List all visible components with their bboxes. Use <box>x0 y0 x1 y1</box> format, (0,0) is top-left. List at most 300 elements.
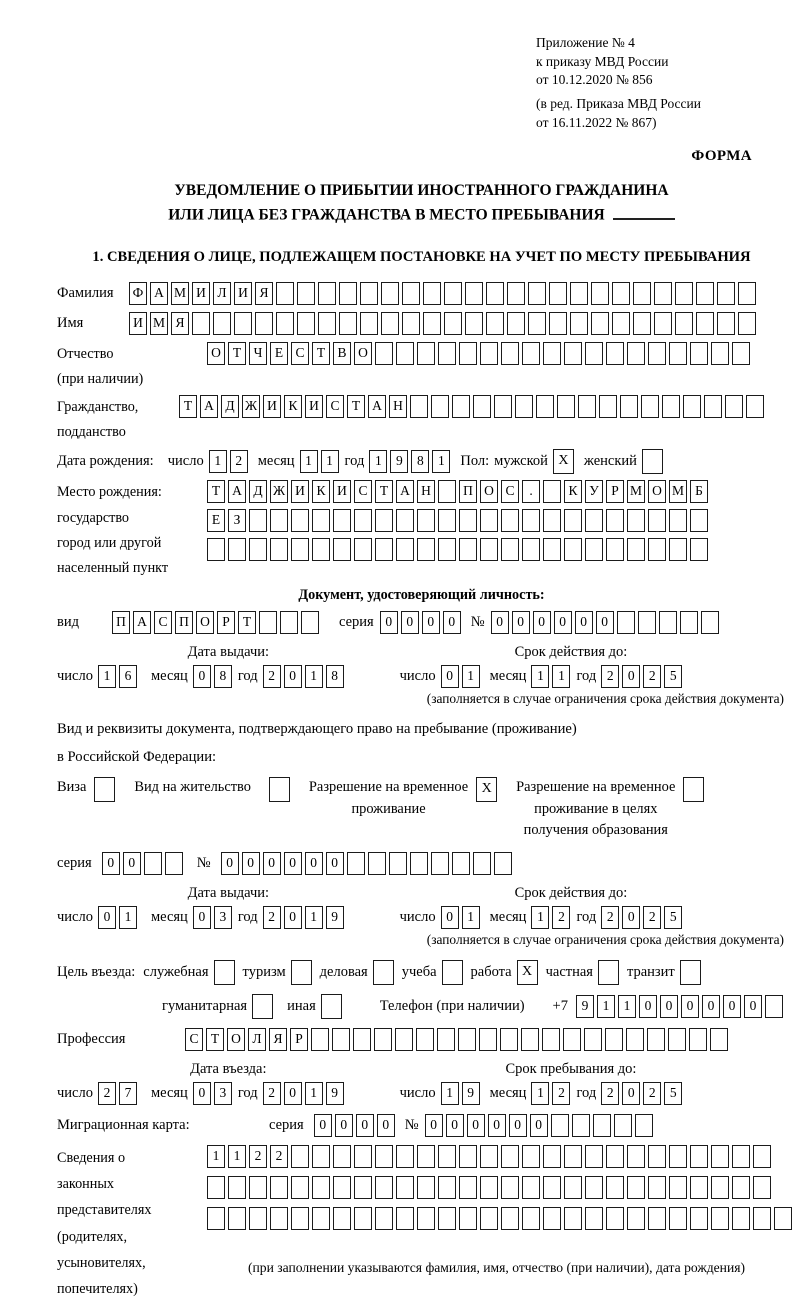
char-box[interactable] <box>648 1145 666 1168</box>
char-box[interactable]: 9 <box>326 906 344 929</box>
char-box[interactable] <box>689 1028 707 1051</box>
char-box[interactable]: . <box>522 480 540 503</box>
char-box[interactable]: 2 <box>643 906 661 929</box>
char-box[interactable]: 2 <box>270 1145 288 1168</box>
char-box[interactable] <box>641 395 659 418</box>
char-box[interactable]: 5 <box>664 665 682 688</box>
sex-female-checkbox[interactable] <box>642 449 663 474</box>
char-box[interactable] <box>507 312 525 335</box>
char-box[interactable] <box>452 395 470 418</box>
char-box[interactable] <box>711 1145 729 1168</box>
char-box[interactable] <box>459 1176 477 1199</box>
char-box[interactable] <box>360 312 378 335</box>
char-box[interactable] <box>606 1207 624 1230</box>
char-box[interactable]: 0 <box>284 1082 302 1105</box>
official-checkbox[interactable] <box>214 960 235 985</box>
char-box[interactable] <box>417 1207 435 1230</box>
char-box[interactable]: Т <box>312 342 330 365</box>
char-box[interactable]: 1 <box>597 995 615 1018</box>
char-box[interactable]: 1 <box>305 906 323 929</box>
char-box[interactable] <box>375 509 393 532</box>
sex-male-checkbox[interactable]: X <box>553 449 574 474</box>
char-box[interactable] <box>431 395 449 418</box>
char-box[interactable] <box>765 995 783 1018</box>
char-box[interactable] <box>753 1176 771 1199</box>
char-box[interactable] <box>564 1145 582 1168</box>
char-box[interactable]: 1 <box>531 1082 549 1105</box>
char-box[interactable] <box>259 611 277 634</box>
char-box[interactable] <box>591 282 609 305</box>
char-box[interactable]: Ж <box>242 395 260 418</box>
char-box[interactable] <box>165 852 183 875</box>
char-box[interactable] <box>522 342 540 365</box>
char-box[interactable]: 0 <box>441 665 459 688</box>
char-box[interactable]: Я <box>171 312 189 335</box>
char-box[interactable]: 1 <box>228 1145 246 1168</box>
char-box[interactable] <box>647 1028 665 1051</box>
char-box[interactable]: 2 <box>601 906 619 929</box>
char-box[interactable]: 0 <box>443 611 461 634</box>
char-box[interactable] <box>416 1028 434 1051</box>
char-box[interactable] <box>638 611 656 634</box>
char-box[interactable] <box>437 1028 455 1051</box>
humanitarian-checkbox[interactable] <box>252 994 273 1019</box>
char-box[interactable] <box>291 1207 309 1230</box>
char-box[interactable] <box>347 852 365 875</box>
char-box[interactable] <box>501 1145 519 1168</box>
char-box[interactable]: Т <box>347 395 365 418</box>
char-box[interactable] <box>332 1028 350 1051</box>
char-box[interactable] <box>360 282 378 305</box>
char-box[interactable] <box>543 538 561 561</box>
char-box[interactable]: Л <box>213 282 231 305</box>
char-box[interactable] <box>551 1114 569 1137</box>
char-box[interactable]: С <box>154 611 172 634</box>
char-box[interactable] <box>396 509 414 532</box>
char-box[interactable]: 0 <box>221 852 239 875</box>
char-box[interactable]: О <box>227 1028 245 1051</box>
char-box[interactable] <box>410 395 428 418</box>
char-box[interactable]: 0 <box>723 995 741 1018</box>
char-box[interactable] <box>354 1176 372 1199</box>
char-box[interactable]: 0 <box>639 995 657 1018</box>
char-box[interactable] <box>438 1145 456 1168</box>
char-box[interactable]: Т <box>228 342 246 365</box>
char-box[interactable] <box>438 480 456 503</box>
char-box[interactable]: 9 <box>462 1082 480 1105</box>
char-box[interactable] <box>291 509 309 532</box>
char-box[interactable]: 0 <box>622 665 640 688</box>
char-box[interactable]: М <box>150 312 168 335</box>
char-box[interactable]: О <box>354 342 372 365</box>
char-box[interactable]: А <box>396 480 414 503</box>
char-box[interactable]: С <box>185 1028 203 1051</box>
char-box[interactable]: 0 <box>530 1114 548 1137</box>
char-box[interactable]: 0 <box>193 665 211 688</box>
char-box[interactable]: В <box>333 342 351 365</box>
char-box[interactable]: 0 <box>123 852 141 875</box>
work-checkbox[interactable]: X <box>517 960 538 985</box>
char-box[interactable] <box>711 1176 729 1199</box>
char-box[interactable] <box>732 1176 750 1199</box>
char-box[interactable] <box>557 395 575 418</box>
char-box[interactable] <box>339 312 357 335</box>
char-box[interactable] <box>627 1207 645 1230</box>
char-box[interactable] <box>710 1028 728 1051</box>
char-box[interactable] <box>402 282 420 305</box>
char-box[interactable] <box>675 312 693 335</box>
char-box[interactable] <box>417 509 435 532</box>
char-box[interactable]: 2 <box>601 1082 619 1105</box>
char-box[interactable] <box>270 538 288 561</box>
char-box[interactable] <box>417 538 435 561</box>
char-box[interactable]: И <box>333 480 351 503</box>
char-box[interactable] <box>318 312 336 335</box>
char-box[interactable]: Я <box>269 1028 287 1051</box>
char-box[interactable] <box>606 509 624 532</box>
char-box[interactable] <box>396 538 414 561</box>
char-box[interactable] <box>585 1176 603 1199</box>
char-box[interactable]: А <box>200 395 218 418</box>
char-box[interactable] <box>696 312 714 335</box>
char-box[interactable] <box>753 1207 771 1230</box>
char-box[interactable]: 0 <box>98 906 116 929</box>
char-box[interactable]: Б <box>690 480 708 503</box>
char-box[interactable]: Л <box>248 1028 266 1051</box>
char-box[interactable]: У <box>585 480 603 503</box>
char-box[interactable]: 1 <box>209 450 227 473</box>
char-box[interactable]: 0 <box>422 611 440 634</box>
char-box[interactable] <box>396 1176 414 1199</box>
char-box[interactable] <box>668 1028 686 1051</box>
char-box[interactable] <box>690 538 708 561</box>
char-box[interactable] <box>396 1207 414 1230</box>
char-box[interactable]: 0 <box>622 1082 640 1105</box>
char-box[interactable] <box>486 282 504 305</box>
char-box[interactable] <box>459 538 477 561</box>
char-box[interactable] <box>333 509 351 532</box>
char-box[interactable]: 2 <box>552 1082 570 1105</box>
char-box[interactable] <box>690 342 708 365</box>
char-box[interactable] <box>480 538 498 561</box>
char-box[interactable] <box>312 1176 330 1199</box>
char-box[interactable]: 1 <box>618 995 636 1018</box>
char-box[interactable]: 1 <box>441 1082 459 1105</box>
char-box[interactable]: Т <box>238 611 256 634</box>
char-box[interactable] <box>458 1028 476 1051</box>
char-box[interactable]: 1 <box>462 906 480 929</box>
char-box[interactable]: 0 <box>335 1114 353 1137</box>
char-box[interactable] <box>234 312 252 335</box>
char-box[interactable] <box>501 1176 519 1199</box>
char-box[interactable] <box>311 1028 329 1051</box>
char-box[interactable]: 1 <box>300 450 318 473</box>
char-box[interactable] <box>501 509 519 532</box>
char-box[interactable]: 0 <box>284 665 302 688</box>
char-box[interactable] <box>612 282 630 305</box>
char-box[interactable]: 2 <box>249 1145 267 1168</box>
char-box[interactable]: Т <box>207 480 225 503</box>
char-box[interactable] <box>444 312 462 335</box>
char-box[interactable] <box>522 1145 540 1168</box>
char-box[interactable] <box>732 342 750 365</box>
char-box[interactable] <box>395 1028 413 1051</box>
char-box[interactable] <box>494 395 512 418</box>
char-box[interactable] <box>662 395 680 418</box>
char-box[interactable] <box>584 1028 602 1051</box>
char-box[interactable] <box>333 1207 351 1230</box>
char-box[interactable] <box>614 1114 632 1137</box>
char-box[interactable] <box>354 1207 372 1230</box>
char-box[interactable] <box>543 509 561 532</box>
char-box[interactable]: 2 <box>263 1082 281 1105</box>
char-box[interactable]: 3 <box>214 906 232 929</box>
char-box[interactable] <box>480 342 498 365</box>
char-box[interactable] <box>417 342 435 365</box>
char-box[interactable] <box>291 1145 309 1168</box>
char-box[interactable]: 0 <box>193 906 211 929</box>
char-box[interactable]: 2 <box>643 1082 661 1105</box>
char-box[interactable]: 2 <box>263 665 281 688</box>
char-box[interactable] <box>633 282 651 305</box>
char-box[interactable] <box>207 1176 225 1199</box>
temp-residence-checkbox[interactable]: X <box>476 777 497 802</box>
char-box[interactable] <box>270 1176 288 1199</box>
char-box[interactable]: 2 <box>552 906 570 929</box>
char-box[interactable]: 0 <box>512 611 530 634</box>
char-box[interactable] <box>375 342 393 365</box>
char-box[interactable] <box>465 312 483 335</box>
char-box[interactable] <box>402 312 420 335</box>
char-box[interactable] <box>635 1114 653 1137</box>
char-box[interactable]: И <box>291 480 309 503</box>
char-box[interactable] <box>333 1145 351 1168</box>
char-box[interactable]: 0 <box>441 906 459 929</box>
char-box[interactable] <box>144 852 162 875</box>
char-box[interactable]: 9 <box>576 995 594 1018</box>
char-box[interactable] <box>585 1207 603 1230</box>
char-box[interactable] <box>381 312 399 335</box>
char-box[interactable] <box>690 1176 708 1199</box>
char-box[interactable] <box>654 282 672 305</box>
char-box[interactable]: 0 <box>622 906 640 929</box>
char-box[interactable] <box>528 312 546 335</box>
char-box[interactable] <box>626 1028 644 1051</box>
char-box[interactable]: 2 <box>230 450 248 473</box>
study-checkbox[interactable] <box>442 960 463 985</box>
char-box[interactable]: 0 <box>509 1114 527 1137</box>
char-box[interactable] <box>255 312 273 335</box>
char-box[interactable] <box>528 282 546 305</box>
char-box[interactable]: 0 <box>425 1114 443 1137</box>
char-box[interactable]: С <box>501 480 519 503</box>
char-box[interactable] <box>725 395 743 418</box>
char-box[interactable]: 1 <box>207 1145 225 1168</box>
char-box[interactable] <box>213 312 231 335</box>
char-box[interactable] <box>564 1176 582 1199</box>
char-box[interactable]: 8 <box>214 665 232 688</box>
char-box[interactable] <box>423 282 441 305</box>
char-box[interactable]: П <box>112 611 130 634</box>
char-box[interactable]: К <box>564 480 582 503</box>
char-box[interactable] <box>501 342 519 365</box>
char-box[interactable]: И <box>129 312 147 335</box>
char-box[interactable]: А <box>368 395 386 418</box>
tourism-checkbox[interactable] <box>291 960 312 985</box>
char-box[interactable]: 1 <box>531 665 549 688</box>
char-box[interactable] <box>606 342 624 365</box>
char-box[interactable] <box>717 282 735 305</box>
char-box[interactable] <box>459 342 477 365</box>
char-box[interactable]: А <box>133 611 151 634</box>
char-box[interactable]: 2 <box>98 1082 116 1105</box>
temp-residence-edu-checkbox[interactable] <box>683 777 704 802</box>
char-box[interactable]: Ф <box>129 282 147 305</box>
char-box[interactable]: 8 <box>411 450 429 473</box>
char-box[interactable]: 1 <box>321 450 339 473</box>
char-box[interactable]: Р <box>290 1028 308 1051</box>
char-box[interactable]: 1 <box>462 665 480 688</box>
char-box[interactable] <box>746 395 764 418</box>
char-box[interactable] <box>375 1145 393 1168</box>
char-box[interactable]: 0 <box>488 1114 506 1137</box>
char-box[interactable] <box>444 282 462 305</box>
char-box[interactable]: 5 <box>664 1082 682 1105</box>
char-box[interactable]: Е <box>270 342 288 365</box>
char-box[interactable]: 2 <box>263 906 281 929</box>
char-box[interactable]: И <box>263 395 281 418</box>
char-box[interactable] <box>270 509 288 532</box>
char-box[interactable] <box>480 509 498 532</box>
char-box[interactable] <box>396 1145 414 1168</box>
char-box[interactable]: 0 <box>401 611 419 634</box>
char-box[interactable]: 0 <box>702 995 720 1018</box>
char-box[interactable] <box>270 1207 288 1230</box>
char-box[interactable] <box>280 611 298 634</box>
char-box[interactable] <box>417 1145 435 1168</box>
char-box[interactable]: О <box>648 480 666 503</box>
char-box[interactable] <box>473 395 491 418</box>
char-box[interactable] <box>410 852 428 875</box>
char-box[interactable] <box>375 538 393 561</box>
char-box[interactable] <box>606 1145 624 1168</box>
char-box[interactable]: О <box>480 480 498 503</box>
char-box[interactable]: Т <box>375 480 393 503</box>
char-box[interactable] <box>228 1176 246 1199</box>
char-box[interactable]: 1 <box>531 906 549 929</box>
char-box[interactable]: С <box>326 395 344 418</box>
char-box[interactable] <box>572 1114 590 1137</box>
char-box[interactable] <box>570 312 588 335</box>
char-box[interactable] <box>354 538 372 561</box>
char-box[interactable] <box>675 282 693 305</box>
char-box[interactable]: М <box>627 480 645 503</box>
char-box[interactable] <box>564 538 582 561</box>
char-box[interactable]: 1 <box>552 665 570 688</box>
char-box[interactable] <box>339 282 357 305</box>
char-box[interactable] <box>396 342 414 365</box>
char-box[interactable] <box>228 1207 246 1230</box>
char-box[interactable] <box>570 282 588 305</box>
char-box[interactable]: Т <box>179 395 197 418</box>
char-box[interactable] <box>564 1207 582 1230</box>
char-box[interactable] <box>438 342 456 365</box>
char-box[interactable] <box>375 1207 393 1230</box>
private-checkbox[interactable] <box>598 960 619 985</box>
char-box[interactable] <box>606 1176 624 1199</box>
char-box[interactable] <box>563 1028 581 1051</box>
char-box[interactable]: М <box>171 282 189 305</box>
char-box[interactable]: Д <box>221 395 239 418</box>
char-box[interactable]: А <box>150 282 168 305</box>
char-box[interactable] <box>291 538 309 561</box>
char-box[interactable] <box>606 538 624 561</box>
char-box[interactable] <box>465 282 483 305</box>
char-box[interactable]: Т <box>206 1028 224 1051</box>
char-box[interactable] <box>459 509 477 532</box>
char-box[interactable] <box>375 1176 393 1199</box>
char-box[interactable] <box>389 852 407 875</box>
char-box[interactable] <box>627 1176 645 1199</box>
char-box[interactable]: 0 <box>533 611 551 634</box>
char-box[interactable] <box>521 1028 539 1051</box>
char-box[interactable]: 0 <box>356 1114 374 1137</box>
char-box[interactable] <box>480 1207 498 1230</box>
char-box[interactable] <box>669 1145 687 1168</box>
char-box[interactable]: И <box>234 282 252 305</box>
char-box[interactable]: 2 <box>601 665 619 688</box>
char-box[interactable] <box>648 1207 666 1230</box>
char-box[interactable]: Н <box>417 480 435 503</box>
char-box[interactable]: 0 <box>284 906 302 929</box>
char-box[interactable] <box>627 1145 645 1168</box>
char-box[interactable] <box>738 282 756 305</box>
char-box[interactable] <box>648 538 666 561</box>
char-box[interactable] <box>312 1207 330 1230</box>
char-box[interactable]: С <box>291 342 309 365</box>
char-box[interactable]: 0 <box>380 611 398 634</box>
char-box[interactable]: 1 <box>119 906 137 929</box>
char-box[interactable] <box>312 538 330 561</box>
char-box[interactable] <box>564 509 582 532</box>
char-box[interactable]: 0 <box>193 1082 211 1105</box>
transit-checkbox[interactable] <box>680 960 701 985</box>
char-box[interactable]: Р <box>217 611 235 634</box>
char-box[interactable] <box>669 538 687 561</box>
char-box[interactable] <box>353 1028 371 1051</box>
char-box[interactable]: 3 <box>214 1082 232 1105</box>
char-box[interactable] <box>654 312 672 335</box>
char-box[interactable]: 0 <box>744 995 762 1018</box>
char-box[interactable] <box>301 611 319 634</box>
char-box[interactable] <box>276 282 294 305</box>
char-box[interactable] <box>501 538 519 561</box>
char-box[interactable] <box>501 1207 519 1230</box>
char-box[interactable] <box>627 342 645 365</box>
char-box[interactable] <box>459 1145 477 1168</box>
char-box[interactable] <box>438 509 456 532</box>
char-box[interactable] <box>669 1207 687 1230</box>
char-box[interactable] <box>711 1207 729 1230</box>
char-box[interactable] <box>543 1207 561 1230</box>
char-box[interactable] <box>249 509 267 532</box>
char-box[interactable]: 0 <box>596 611 614 634</box>
char-box[interactable] <box>669 1176 687 1199</box>
char-box[interactable] <box>683 395 701 418</box>
char-box[interactable] <box>354 1145 372 1168</box>
char-box[interactable]: 0 <box>305 852 323 875</box>
char-box[interactable] <box>479 1028 497 1051</box>
